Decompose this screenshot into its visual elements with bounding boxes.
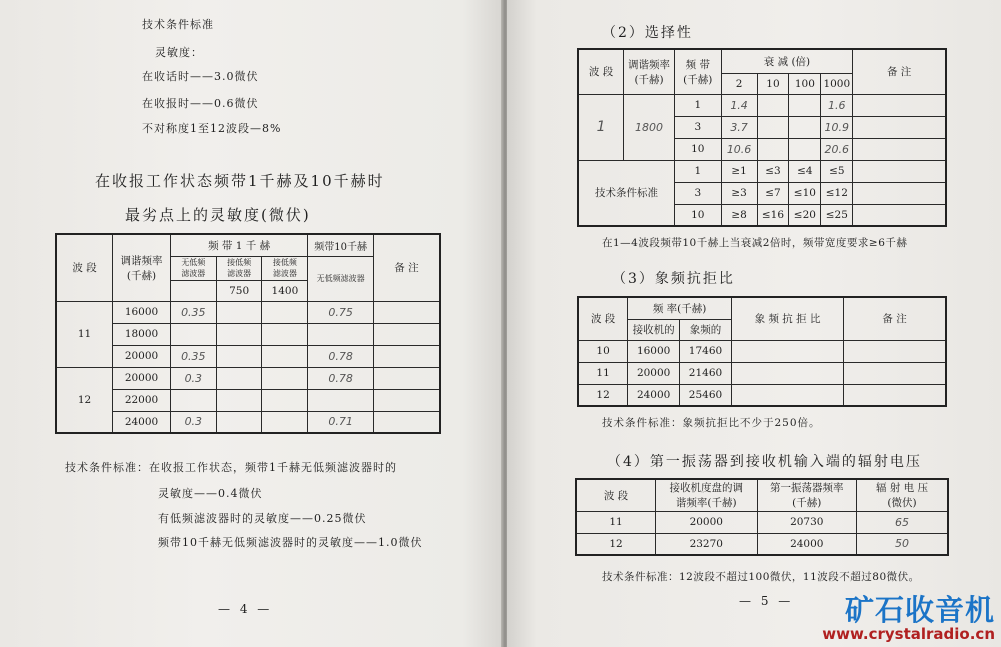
img-header-recv: 接收机的 bbox=[628, 319, 680, 340]
std-cell: ≤5 bbox=[821, 160, 853, 182]
sel-std-label: 技术条件标准 bbox=[578, 160, 674, 226]
img-header-freq: 频 率(千赫) bbox=[628, 297, 732, 319]
handwritten-value: 0.78 bbox=[308, 367, 374, 389]
header-bw10: 频带10千赫 bbox=[308, 234, 374, 256]
handwritten-value: 1.4 bbox=[721, 94, 757, 116]
sel-bw: 3 bbox=[674, 182, 721, 204]
handwritten-value bbox=[308, 323, 374, 345]
unevenness-line: 不对称度1至12波段—8% bbox=[142, 122, 282, 135]
freq-cell: 20000 bbox=[113, 367, 171, 389]
table-row bbox=[56, 411, 440, 433]
img-header-ratio: 象 频 抗 拒 比 bbox=[731, 297, 843, 340]
header-1400: 1400 bbox=[262, 280, 308, 301]
receive-line: 在收话时——3.0微伏 bbox=[142, 70, 259, 83]
img-image: 25460 bbox=[680, 384, 732, 406]
sel-bw: 1 bbox=[674, 94, 721, 116]
img-recv: 24000 bbox=[628, 384, 680, 406]
radiation-note: 技术条件标准：12波段不超过100微伏，11波段不超过80微伏。 bbox=[602, 571, 920, 583]
img-image: 17460 bbox=[680, 340, 732, 362]
table-row bbox=[578, 94, 946, 116]
std-cell: ≤7 bbox=[757, 182, 789, 204]
std-cell: ≤10 bbox=[789, 182, 821, 204]
radiation-voltage-table bbox=[575, 478, 949, 556]
table-title-2: 最劣点上的灵敏度(微伏) bbox=[125, 206, 311, 224]
header-lpf-750: 接低频 滤波器 bbox=[216, 256, 262, 280]
handwritten-value: 50 bbox=[857, 533, 948, 555]
sensitivity-label: 灵敏度： bbox=[155, 46, 203, 59]
table-row bbox=[578, 340, 946, 362]
img-header-band: 波 段 bbox=[578, 297, 628, 340]
rad-dial: 20000 bbox=[656, 511, 758, 533]
handwritten-value: 1.6 bbox=[821, 94, 853, 116]
freq-cell: 22000 bbox=[113, 389, 171, 411]
table-row bbox=[56, 301, 440, 323]
std-cell: ≤12 bbox=[821, 182, 853, 204]
section-4-title: （4）第一振荡器到接收机输入端的辐射电压 bbox=[607, 454, 922, 470]
sel-header-atten: 衰 减 (倍) bbox=[721, 49, 853, 73]
sensitivity-table bbox=[55, 233, 441, 434]
std-cell: ≥8 bbox=[721, 204, 757, 226]
table-row bbox=[56, 389, 440, 411]
handwritten-value: 20.6 bbox=[821, 138, 853, 160]
std-cell: ≤20 bbox=[789, 204, 821, 226]
footer-line-3: 有低频滤波器时的灵敏度——0.25微伏 bbox=[158, 512, 367, 525]
rad-header-dial: 接收机度盘的调 谐频率(千赫) bbox=[656, 479, 758, 511]
img-recv: 20000 bbox=[628, 362, 680, 384]
handwritten-value: 0.78 bbox=[308, 345, 374, 367]
handwritten-value bbox=[170, 389, 216, 411]
header-no-lpf-10: 无低频滤波器 bbox=[308, 256, 374, 301]
sel-header-bw: 频 带 (千赫) bbox=[674, 49, 721, 94]
table-title-1: 在收报工作状态频带1千赫及10千赫时 bbox=[95, 172, 385, 190]
handwritten-value: 0.3 bbox=[170, 367, 216, 389]
std-cell: ≤16 bbox=[757, 204, 789, 226]
handwritten-value: 3.7 bbox=[721, 116, 757, 138]
handwritten-value: 10.9 bbox=[821, 116, 853, 138]
header-remarks: 备 注 bbox=[373, 234, 440, 301]
std-cell: ≥1 bbox=[721, 160, 757, 182]
sel-header-100: 100 bbox=[789, 73, 821, 94]
sel-header-2: 2 bbox=[721, 73, 757, 94]
sel-bw: 3 bbox=[674, 116, 721, 138]
handwritten-value: 65 bbox=[857, 511, 948, 533]
watermark-url: www.crystalradio.cn bbox=[822, 625, 995, 643]
handwritten-value bbox=[308, 389, 374, 411]
std-cell: ≤4 bbox=[789, 160, 821, 182]
table-row bbox=[578, 384, 946, 406]
table-row bbox=[56, 345, 440, 367]
watermark-title: 矿石收音机 bbox=[844, 593, 995, 627]
header-band: 波 段 bbox=[56, 234, 113, 301]
header-no-lpf: 无低频 滤波器 bbox=[170, 256, 216, 280]
handwritten-value: 0.71 bbox=[308, 411, 374, 433]
img-band: 11 bbox=[578, 362, 628, 384]
img-image: 21460 bbox=[680, 362, 732, 384]
sel-bw: 10 bbox=[674, 138, 721, 160]
spec-header: 技术条件标准 bbox=[142, 18, 214, 31]
handwritten-value: 10.6 bbox=[721, 138, 757, 160]
rad-header-band: 波 段 bbox=[576, 479, 656, 511]
image-rejection-table bbox=[577, 296, 947, 407]
page-number: — 5 — bbox=[739, 594, 794, 608]
table-row bbox=[578, 160, 946, 182]
handwritten-value: 0.75 bbox=[308, 301, 374, 323]
img-header-image: 象频的 bbox=[680, 319, 732, 340]
rad-header-volt: 辐 射 电 压 (微伏) bbox=[857, 479, 948, 511]
img-band: 12 bbox=[578, 384, 628, 406]
handwritten-value: 0.3 bbox=[170, 411, 216, 433]
rad-dial: 23270 bbox=[656, 533, 758, 555]
table-row bbox=[56, 367, 440, 389]
rad-osc: 20730 bbox=[757, 511, 857, 533]
right-page bbox=[507, 0, 1001, 647]
table-row bbox=[576, 511, 948, 533]
image-rejection-note: 技术条件标准：象频抗拒比不少于250倍。 bbox=[602, 417, 821, 429]
table-row bbox=[56, 323, 440, 345]
handwritten-value: 0.35 bbox=[170, 345, 216, 367]
freq-cell: 16000 bbox=[113, 301, 171, 323]
report-line: 在收报时——0.6微伏 bbox=[142, 97, 259, 110]
table-row bbox=[576, 533, 948, 555]
std-cell: ≥3 bbox=[721, 182, 757, 204]
table-row bbox=[578, 362, 946, 384]
img-header-remarks: 备 注 bbox=[844, 297, 946, 340]
std-cell: ≤3 bbox=[757, 160, 789, 182]
handwritten-value: 0.35 bbox=[170, 301, 216, 323]
handwritten-value bbox=[170, 323, 216, 345]
selectivity-note: 在1—4波段频带10千赫上当衰减2倍时，频带宽度要求≥6千赫 bbox=[602, 237, 908, 249]
site-watermark bbox=[822, 594, 995, 643]
std-cell: ≤25 bbox=[821, 204, 853, 226]
rad-band: 12 bbox=[576, 533, 656, 555]
footer-line-1: 技术条件标准：在收报工作状态，频带1千赫无低频滤波器时的 bbox=[65, 461, 397, 474]
section-3-title: （3）象频抗拒比 bbox=[612, 271, 735, 287]
header-bw1: 频 带 1 千 赫 bbox=[170, 234, 307, 256]
page-number: — 4 — bbox=[218, 602, 273, 616]
sel-header-band: 波 段 bbox=[578, 49, 624, 94]
sel-header-remarks: 备 注 bbox=[853, 49, 946, 94]
rad-osc: 24000 bbox=[757, 533, 857, 555]
footer-line-4: 频带10千赫无低频滤波器时的灵敏度——1.0微伏 bbox=[158, 536, 423, 549]
sel-bw: 10 bbox=[674, 204, 721, 226]
header-freq: 调谐频率 (千赫) bbox=[113, 234, 171, 301]
footer-line-2: 灵敏度——0.4微伏 bbox=[158, 487, 263, 500]
sel-header-1000: 1000 bbox=[821, 73, 853, 94]
img-band: 10 bbox=[578, 340, 628, 362]
rad-band: 11 bbox=[576, 511, 656, 533]
sel-header-freq: 调谐频率 (千赫) bbox=[624, 49, 675, 94]
header-blank bbox=[170, 280, 216, 301]
selectivity-table bbox=[577, 48, 947, 227]
sel-freq: 1800 bbox=[624, 94, 675, 160]
header-750: 750 bbox=[216, 280, 262, 301]
img-recv: 16000 bbox=[628, 340, 680, 362]
sel-header-10: 10 bbox=[757, 73, 789, 94]
section-2-title: （2）选择性 bbox=[602, 25, 693, 41]
freq-cell: 18000 bbox=[113, 323, 171, 345]
sel-bw: 1 bbox=[674, 160, 721, 182]
band-cell: 11 bbox=[56, 301, 113, 367]
freq-cell: 20000 bbox=[113, 345, 171, 367]
rad-header-osc: 第一振荡器频率 (千赫) bbox=[757, 479, 857, 511]
sel-band: 1 bbox=[578, 94, 624, 160]
band-cell: 12 bbox=[56, 367, 113, 433]
freq-cell: 24000 bbox=[113, 411, 171, 433]
header-lpf-1400: 接低频 滤波器 bbox=[262, 256, 308, 280]
